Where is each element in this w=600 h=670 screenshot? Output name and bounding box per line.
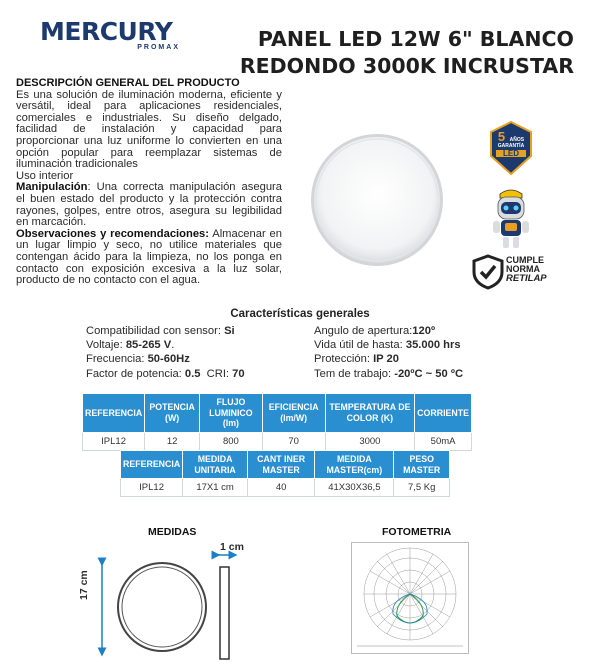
brand-name: MERCURY: [40, 17, 173, 46]
table-row: [83, 432, 472, 450]
table-header-cell: REFERENCIA: [121, 451, 183, 479]
observations-text: Almacenar en un lugar limpio y seco, no utilice materiales que contengan ácido para la limpieza, no los ponga en contacto con exposición excesiva a la luz solar, producto de no contacto con el agua.: [16, 227, 282, 287]
table-header-cell: MEDIDA UNITARIA: [183, 451, 248, 479]
brand-logo: [40, 18, 180, 58]
spec-frequency: Frecuencia: 50-60Hz: [86, 353, 190, 366]
dimensions-drawing: [80, 540, 260, 670]
diameter-label: 17 cm: [78, 570, 90, 600]
description-body: Es una solución de iluminación moderna, eficiente y versátil, ideal para aplicaciones residenciales, comerciales e industriales. Su diseño delgado, facilidad de instalación y capacidad para proporcionar una luz uniforme lo convierten en una opción popular para reemplazar sistemas de iluminación tradicionales: [16, 88, 282, 171]
warranty-years: 5: [497, 129, 506, 144]
table-row: [121, 479, 450, 497]
handling-label: Manipulación: [16, 181, 88, 194]
table-header-cell: CANT INER MASTER: [247, 451, 314, 479]
description-heading: DESCRIPCIÓN GENERAL DEL PRODUCTO: [16, 77, 240, 89]
table-header-cell: FLUJO LUMINICO (lm): [200, 394, 263, 433]
product-description: [16, 78, 282, 287]
table-cell: 3000: [325, 432, 415, 450]
characteristics-title: Características generales: [230, 308, 370, 320]
observations-label: Observaciones y recomendaciones:: [16, 227, 209, 240]
specs-table-header: [83, 394, 472, 433]
warranty-label: GARANTÍA: [497, 143, 525, 149]
product-image: [307, 130, 447, 275]
warranty-years-word: AÑOS: [509, 137, 525, 143]
description-use: Uso interior: [16, 169, 74, 182]
handling-paragraph: [16, 182, 282, 228]
packaging-table: [120, 450, 450, 497]
spec-power-factor: Factor de potencia: 0.5 CRI: 70: [86, 367, 245, 380]
robot-mascot-icon: [490, 188, 532, 255]
retilap-line3: RETILAP: [506, 273, 547, 284]
table-header-cell: EFICIENCIA (lm/W): [262, 394, 325, 433]
table-header-cell: REFERENCIA: [83, 394, 145, 433]
spec-protection: Protección: IP 20: [314, 353, 399, 366]
table-header-cell: MEDIDA MASTER(cm): [315, 451, 394, 479]
table-header-cell: CORRIENTE: [415, 394, 472, 433]
brand-sub: PROMAX: [137, 44, 180, 51]
table-header-cell: POTENCIA (W): [145, 394, 200, 433]
table-cell: 70: [262, 432, 325, 450]
product-title-line2: REDONDO 3000K INCRUSTAR: [239, 54, 574, 78]
spec-beam-angle: Angulo de apertura:120º: [314, 325, 436, 337]
table-cell: 800: [200, 432, 263, 450]
table-cell: 40: [247, 479, 314, 497]
packaging-table-header: [121, 451, 450, 479]
table-cell: IPL12: [121, 479, 183, 497]
table-cell: 41X30X36,5: [315, 479, 394, 497]
retilap-line1: CUMPLE: [506, 255, 544, 265]
medidas-label: MEDIDAS: [148, 526, 197, 538]
characteristics-left: [86, 324, 245, 381]
characteristics-right: [314, 324, 463, 381]
product-title-line1: PANEL LED 12W 6" BLANCO: [257, 27, 574, 51]
fotometria-label: FOTOMETRIA: [382, 526, 452, 538]
table-cell: 12: [145, 432, 200, 450]
spec-lifetime: Vida útil de hasta: 35.000 hrs: [314, 339, 461, 352]
handling-text: : Una correcta manipulación asegura el buen estado del producto y la protección contra rayones, golpes, entre otros, asegura su legibilidad en marcación.: [16, 181, 282, 229]
product-title: [240, 26, 574, 80]
observations-paragraph: [16, 229, 282, 287]
thickness-label: 1 cm: [220, 541, 244, 553]
table-cell: 50mA: [415, 432, 472, 450]
spec-voltage: Voltaje: 85-265 V.: [86, 339, 175, 352]
table-header-cell: PESO MASTER: [394, 451, 450, 479]
photometry-diagram: [351, 542, 469, 659]
specs-table: [82, 393, 472, 451]
table-header-cell: TEMPERATURA DE COLOR (K): [325, 394, 415, 433]
retilap-line2: NORMA: [506, 264, 540, 274]
spec-sensor: Compatibilidad con sensor: Si: [86, 325, 235, 337]
warranty-badge: [488, 120, 534, 181]
spec-working-temp: Tem de trabajo: -20ºC ~ 50 ºC: [314, 367, 464, 380]
table-cell: 7,5 Kg: [394, 479, 450, 497]
table-cell: 17X1 cm: [183, 479, 248, 497]
table-cell: IPL12: [83, 432, 145, 450]
warranty-product: LED: [503, 149, 519, 158]
